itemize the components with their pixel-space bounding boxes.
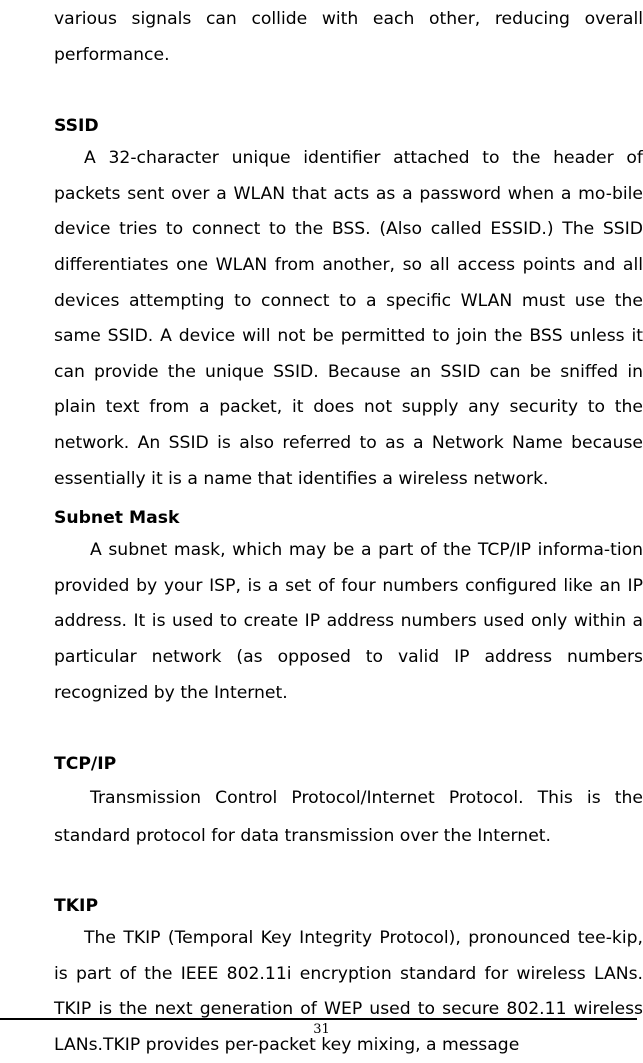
section-body-tcp-ip: Transmission Control Protocol/Internet Protocol. This is the standard protocol for data transmission over the Internet. <box>54 788 643 847</box>
footer-divider <box>0 1018 637 1020</box>
intro-continuation-paragraph: various signals can collide with each other, reducing overall performance. <box>54 9 643 65</box>
section-body-subnet-mask: A subnet mask, which may be a part of the TCP/IP informa-tion provided by your ISP, is a set of four numbers configured like an IP address. It is used to create IP address numbers used only within a particular network (as opposed to valid IP address numbers recognized by the Internet. <box>54 540 643 703</box>
section-heading-subnet-mask: Subnet Mask <box>54 508 180 529</box>
page-number: 31 <box>313 1022 330 1037</box>
section-heading-ssid: SSID <box>54 116 99 137</box>
section-heading-tcp-ip: TCP/IP <box>54 754 117 775</box>
section-heading-tkip: TKIP <box>54 896 99 917</box>
document-body <box>54 0 643 1063</box>
section-body-ssid: A 32-character unique identifier attached to the header of packets sent over a WLAN that acts as a password when a mo-bile device tries to connect to the BSS. (Also called ESSID.) The SSID differentiates one WLAN from another, so all access points and all devices attempting to connect to a specific WLAN must use the same SSID. A device will not be permitted to join the BSS unless it can provide the unique SSID. Because an SSID can be sniffed in plain text from a packet, it does not supply any security to the network. An SSID is also referred to as a Network Name because essentially it is a name that identifies a wireless network. <box>54 148 643 489</box>
section-body-tkip: The TKIP (Temporal Key Integrity Protocol), pronounced tee-kip, is part of the IEEE 802.11i encryption standard for wireless LANs. TKIP is the next generation of WEP used to secure 802.11 wireless LANs.TKIP provides per-packet key mixing, a message <box>54 928 643 1055</box>
